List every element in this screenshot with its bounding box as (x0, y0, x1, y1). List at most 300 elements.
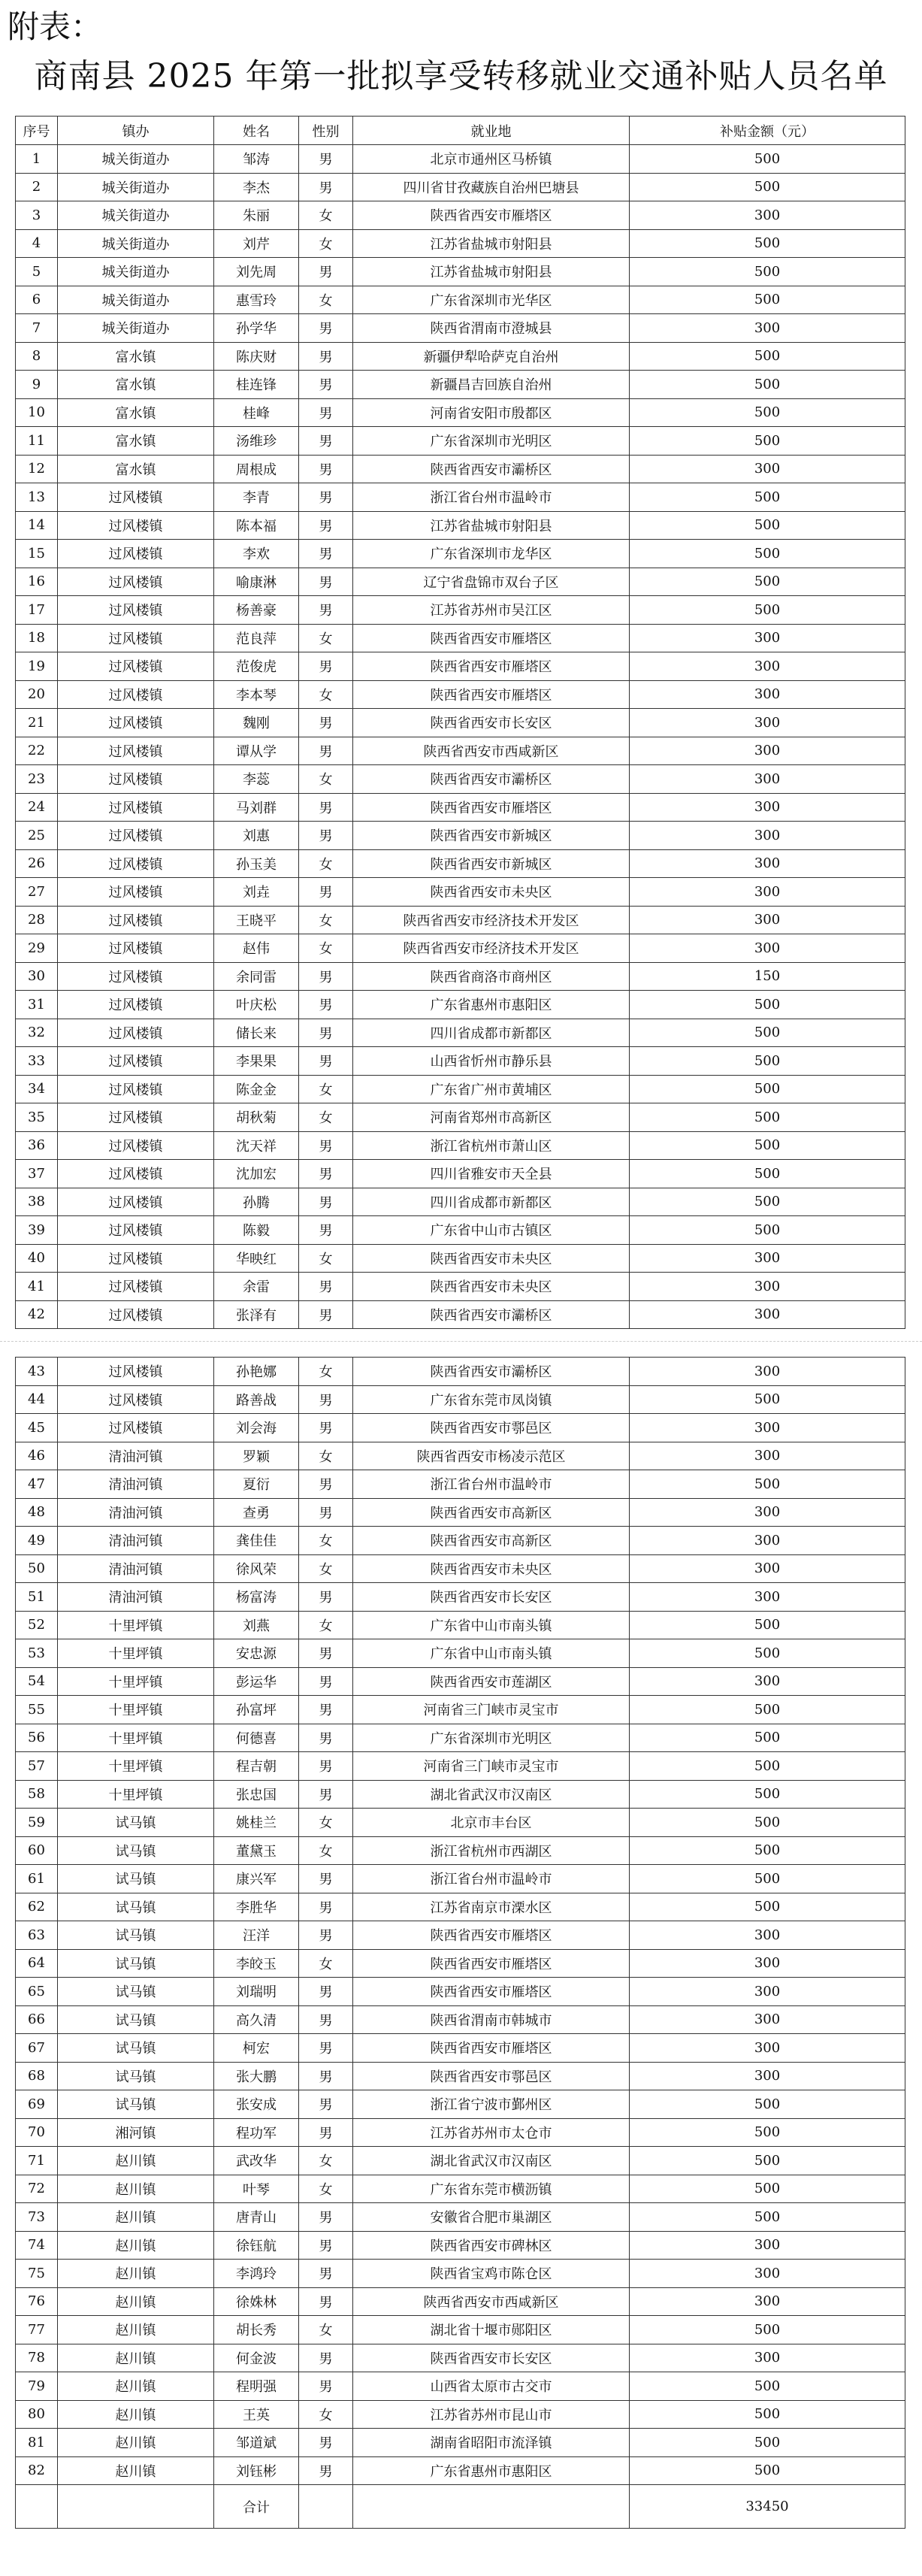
cell-amount: 300 (630, 1667, 905, 1696)
table-row (16, 793, 905, 822)
cell-workplace: 广东省中山市南头镇 (353, 1639, 630, 1668)
cell-town: 赵川镇 (58, 2429, 214, 2457)
cell-town: 赵川镇 (58, 2372, 214, 2401)
cell-gender: 男 (299, 2005, 353, 2034)
cell-town: 清油河镇 (58, 1442, 214, 1470)
cell-name: 沈天祥 (214, 1131, 299, 1160)
cell-town: 过风楼镇 (58, 906, 214, 934)
cell-gender: 男 (299, 596, 353, 625)
cell-town: 过风楼镇 (58, 1075, 214, 1103)
cell-gender: 女 (299, 1358, 353, 1386)
cell-name: 查勇 (214, 1498, 299, 1527)
cell-index: 2 (16, 173, 58, 201)
cell-index: 51 (16, 1583, 58, 1612)
cell-town: 城关街道办 (58, 258, 214, 286)
table-row (16, 483, 905, 512)
cell-town: 十里坪镇 (58, 1611, 214, 1639)
cell-index: 34 (16, 1075, 58, 1103)
cell-index: 36 (16, 1131, 58, 1160)
cell-amount: 500 (630, 2203, 905, 2232)
cell-town: 十里坪镇 (58, 1667, 214, 1696)
cell-workplace: 浙江省台州市温岭市 (353, 1865, 630, 1893)
cell-gender: 男 (299, 511, 353, 540)
table-row (16, 1554, 905, 1583)
cell-index: 44 (16, 1385, 58, 1414)
table-row (16, 2372, 905, 2401)
cell-workplace: 安徽省合肥市巢湖区 (353, 2203, 630, 2232)
cell-town: 试马镇 (58, 1949, 214, 1978)
table-row (16, 709, 905, 737)
cell-gender: 男 (299, 145, 353, 174)
cell-gender: 男 (299, 2231, 353, 2260)
cell-amount: 300 (630, 1921, 905, 1950)
cell-workplace: 江苏省苏州市吴江区 (353, 596, 630, 625)
cell-gender: 男 (299, 1921, 353, 1950)
cell-amount: 300 (630, 624, 905, 652)
cell-amount: 300 (630, 652, 905, 681)
cell-town: 过风楼镇 (58, 1414, 214, 1442)
table-row (16, 286, 905, 314)
cell-workplace: 湖北省十堰市郧阳区 (353, 2316, 630, 2344)
cell-name: 柯宏 (214, 2034, 299, 2063)
cell-index: 14 (16, 511, 58, 540)
cell-name: 王英 (214, 2400, 299, 2429)
cell-gender: 女 (299, 2175, 353, 2203)
cell-gender: 男 (299, 568, 353, 596)
cell-town: 过风楼镇 (58, 624, 214, 652)
page-separator (0, 1341, 922, 1342)
table-row (16, 1244, 905, 1273)
cell-workplace: 广东省深圳市光明区 (353, 427, 630, 456)
cell-amount: 300 (630, 878, 905, 907)
cell-name: 余雷 (214, 1273, 299, 1301)
cell-town: 试马镇 (58, 1921, 214, 1950)
table-row (16, 1921, 905, 1950)
cell-workplace: 河南省三门峡市灵宝市 (353, 1752, 630, 1781)
cell-name: 彭运华 (214, 1667, 299, 1696)
cell-name: 陈庆财 (214, 342, 299, 371)
cell-name: 刘燕 (214, 1611, 299, 1639)
cell-gender: 男 (299, 2090, 353, 2119)
table-row (16, 1047, 905, 1076)
cell-amount: 500 (630, 483, 905, 512)
cell-index: 6 (16, 286, 58, 314)
cell-workplace: 陕西省西安市灞桥区 (353, 765, 630, 794)
cell-workplace: 陕西省西安市雁塔区 (353, 1921, 630, 1950)
cell-workplace: 山西省太原市古交市 (353, 2372, 630, 2401)
cell-name: 桂连锋 (214, 371, 299, 399)
cell-town: 试马镇 (58, 2005, 214, 2034)
cell-gender: 男 (299, 1583, 353, 1612)
cell-gender: 男 (299, 483, 353, 512)
cell-name: 姚桂兰 (214, 1809, 299, 1837)
table-row (16, 371, 905, 399)
cell-town: 赵川镇 (58, 2203, 214, 2232)
cell-town: 过风楼镇 (58, 1103, 214, 1132)
cell-gender: 男 (299, 1696, 353, 1724)
cell-town: 试马镇 (58, 1836, 214, 1865)
cell-index: 17 (16, 596, 58, 625)
cell-town: 富水镇 (58, 398, 214, 427)
cell-gender: 男 (299, 1667, 353, 1696)
cell-workplace: 四川省成都市新都区 (353, 1019, 630, 1047)
total-row (16, 2485, 905, 2529)
cell-amount: 300 (630, 849, 905, 878)
cell-amount: 500 (630, 1836, 905, 1865)
table-row (16, 2203, 905, 2232)
cell-workplace: 河南省郑州市高新区 (353, 1103, 630, 1132)
cell-index: 73 (16, 2203, 58, 2232)
table-row (16, 1667, 905, 1696)
cell-gender: 女 (299, 286, 353, 314)
cell-gender: 男 (299, 1160, 353, 1188)
cell-workplace: 陕西省西安市灞桥区 (353, 1300, 630, 1329)
cell-gender: 女 (299, 1554, 353, 1583)
table-row (16, 1527, 905, 1555)
cell-index: 78 (16, 2344, 58, 2372)
cell-town: 清油河镇 (58, 1470, 214, 1499)
cell-town: 过风楼镇 (58, 934, 214, 963)
cell-workplace: 陕西省西安市雁塔区 (353, 652, 630, 681)
cell-amount: 300 (630, 765, 905, 794)
cell-amount: 500 (630, 1780, 905, 1809)
table-row (16, 1385, 905, 1414)
cell-gender: 男 (299, 2456, 353, 2485)
cell-town: 过风楼镇 (58, 596, 214, 625)
table-row (16, 398, 905, 427)
cell-index: 38 (16, 1188, 58, 1216)
table-row (16, 1414, 905, 1442)
cell-gender: 男 (299, 1639, 353, 1668)
cell-gender: 女 (299, 934, 353, 963)
cell-gender: 男 (299, 652, 353, 681)
cell-index: 4 (16, 229, 58, 258)
cell-town: 过风楼镇 (58, 1160, 214, 1188)
cell-name: 余同雷 (214, 962, 299, 991)
cell-workplace: 陕西省西安市高新区 (353, 1498, 630, 1527)
cell-workplace: 广东省深圳市光明区 (353, 1724, 630, 1752)
table-row (16, 906, 905, 934)
cell-amount: 500 (630, 1809, 905, 1837)
cell-gender: 男 (299, 1470, 353, 1499)
cell-amount: 500 (630, 398, 905, 427)
table-row (16, 737, 905, 765)
cell-name: 李欢 (214, 540, 299, 568)
attachment-label: 附表： (8, 8, 103, 45)
cell-gender: 女 (299, 906, 353, 934)
cell-name: 孙学华 (214, 314, 299, 343)
cell-workplace: 陕西省西安市新城区 (353, 822, 630, 850)
cell-workplace: 陕西省西安市西咸新区 (353, 2287, 630, 2316)
cell-index: 49 (16, 1527, 58, 1555)
cell-town: 过风楼镇 (58, 511, 214, 540)
cell-name: 高久清 (214, 2005, 299, 2034)
cell-name: 程吉朝 (214, 1752, 299, 1781)
cell-town: 城关街道办 (58, 145, 214, 174)
cell-name: 罗颖 (214, 1442, 299, 1470)
cell-index: 60 (16, 1836, 58, 1865)
cell-town: 赵川镇 (58, 2344, 214, 2372)
table-row (16, 1216, 905, 1245)
cell-workplace: 陕西省西安市灞桥区 (353, 1358, 630, 1386)
cell-index: 46 (16, 1442, 58, 1470)
cell-workplace: 广东省深圳市龙华区 (353, 540, 630, 568)
cell-name: 汪洋 (214, 1921, 299, 1950)
cell-gender: 男 (299, 1300, 353, 1329)
table-row (16, 596, 905, 625)
cell-name: 刘瑞明 (214, 1978, 299, 2006)
cell-gender: 男 (299, 173, 353, 201)
cell-name: 刘惠 (214, 822, 299, 850)
cell-amount: 500 (630, 229, 905, 258)
cell-amount: 500 (630, 1724, 905, 1752)
cell-name: 张大鹏 (214, 2062, 299, 2090)
cell-amount: 300 (630, 1414, 905, 1442)
table-row (16, 2260, 905, 2288)
cell-name: 李本琴 (214, 680, 299, 709)
cell-gender: 女 (299, 849, 353, 878)
cell-amount: 300 (630, 1527, 905, 1555)
cell-amount: 300 (630, 1273, 905, 1301)
cell-index: 33 (16, 1047, 58, 1076)
cell-name: 李果果 (214, 1047, 299, 1076)
cell-town: 富水镇 (58, 455, 214, 483)
header-gender: 性别 (299, 117, 353, 145)
cell-town: 十里坪镇 (58, 1724, 214, 1752)
cell-index: 69 (16, 2090, 58, 2119)
cell-gender: 男 (299, 314, 353, 343)
cell-workplace: 浙江省台州市温岭市 (353, 483, 630, 512)
cell-town: 过风楼镇 (58, 652, 214, 681)
table-row (16, 2400, 905, 2429)
cell-amount: 300 (630, 2062, 905, 2090)
cell-gender: 男 (299, 1724, 353, 1752)
cell-index: 61 (16, 1865, 58, 1893)
cell-index: 74 (16, 2231, 58, 2260)
cell-name: 张安成 (214, 2090, 299, 2119)
table-row (16, 1498, 905, 1527)
cell-town: 过风楼镇 (58, 568, 214, 596)
cell-amount: 300 (630, 1244, 905, 1273)
total-blank-cell (353, 2485, 630, 2529)
cell-name: 刘垚 (214, 878, 299, 907)
cell-workplace: 陕西省西安市雁塔区 (353, 1978, 630, 2006)
cell-amount: 500 (630, 2118, 905, 2147)
table-row (16, 145, 905, 174)
cell-gender: 女 (299, 1442, 353, 1470)
cell-name: 赵伟 (214, 934, 299, 963)
cell-town: 过风楼镇 (58, 680, 214, 709)
cell-amount: 300 (630, 1554, 905, 1583)
table-row (16, 2175, 905, 2203)
cell-gender: 女 (299, 2316, 353, 2344)
cell-name: 华映红 (214, 1244, 299, 1273)
cell-index: 42 (16, 1300, 58, 1329)
cell-workplace: 山西省忻州市静乐县 (353, 1047, 630, 1076)
cell-workplace: 广东省东莞市横沥镇 (353, 2175, 630, 2203)
cell-town: 清油河镇 (58, 1554, 214, 1583)
cell-amount: 500 (630, 991, 905, 1019)
cell-town: 清油河镇 (58, 1527, 214, 1555)
cell-amount: 500 (630, 1160, 905, 1188)
cell-name: 范俊虎 (214, 652, 299, 681)
table-row (16, 1978, 905, 2006)
cell-town: 富水镇 (58, 371, 214, 399)
cell-workplace: 陕西省西安市雁塔区 (353, 793, 630, 822)
cell-gender: 男 (299, 2062, 353, 2090)
cell-index: 67 (16, 2034, 58, 2063)
cell-town: 赵川镇 (58, 2147, 214, 2175)
table-row (16, 2034, 905, 2063)
cell-index: 16 (16, 568, 58, 596)
cell-workplace: 陕西省西安市碑林区 (353, 2231, 630, 2260)
cell-workplace: 陕西省西安市未央区 (353, 1554, 630, 1583)
cell-name: 杨富涛 (214, 1583, 299, 1612)
table-row (16, 1949, 905, 1978)
cell-amount: 150 (630, 962, 905, 991)
cell-gender: 男 (299, 709, 353, 737)
table-row (16, 1019, 905, 1047)
table-row (16, 765, 905, 794)
table-row (16, 2231, 905, 2260)
cell-workplace: 辽宁省盘锦市双台子区 (353, 568, 630, 596)
cell-town: 过风楼镇 (58, 991, 214, 1019)
table-row (16, 878, 905, 907)
cell-name: 叶琴 (214, 2175, 299, 2203)
cell-workplace: 广东省惠州市惠阳区 (353, 2456, 630, 2485)
cell-name: 李皎玉 (214, 1949, 299, 1978)
cell-name: 孙玉美 (214, 849, 299, 878)
cell-name: 范良萍 (214, 624, 299, 652)
table-row (16, 568, 905, 596)
cell-town: 十里坪镇 (58, 1780, 214, 1809)
cell-town: 试马镇 (58, 1865, 214, 1893)
cell-name: 刘钰彬 (214, 2456, 299, 2485)
cell-amount: 300 (630, 680, 905, 709)
cell-town: 试马镇 (58, 2090, 214, 2119)
cell-workplace: 湖北省武汉市汉南区 (353, 2147, 630, 2175)
table-row (16, 229, 905, 258)
table-row (16, 849, 905, 878)
cell-name: 李胜华 (214, 1893, 299, 1921)
table-row (16, 2316, 905, 2344)
cell-town: 过风楼镇 (58, 962, 214, 991)
table-row (16, 1075, 905, 1103)
cell-name: 董黛玉 (214, 1836, 299, 1865)
cell-amount: 500 (630, 1103, 905, 1132)
table-row (16, 314, 905, 343)
cell-workplace: 广东省广州市黄埔区 (353, 1075, 630, 1103)
cell-workplace: 陕西省西安市雁塔区 (353, 624, 630, 652)
cell-amount: 500 (630, 2316, 905, 2344)
table-row (16, 1724, 905, 1752)
table-row (16, 258, 905, 286)
cell-index: 20 (16, 680, 58, 709)
cell-gender: 女 (299, 1836, 353, 1865)
cell-amount: 300 (630, 1583, 905, 1612)
cell-amount: 500 (630, 342, 905, 371)
cell-index: 39 (16, 1216, 58, 1245)
total-blank-cell (299, 2485, 353, 2529)
cell-amount: 500 (630, 1385, 905, 1414)
cell-amount: 500 (630, 1611, 905, 1639)
cell-index: 15 (16, 540, 58, 568)
cell-amount: 300 (630, 314, 905, 343)
table-row (16, 1103, 905, 1132)
cell-workplace: 陕西省渭南市韩城市 (353, 2005, 630, 2034)
table-row (16, 1611, 905, 1639)
table-row (16, 1809, 905, 1837)
cell-index: 77 (16, 2316, 58, 2344)
cell-workplace: 陕西省商洛市商州区 (353, 962, 630, 991)
cell-name: 武改华 (214, 2147, 299, 2175)
cell-name: 李青 (214, 483, 299, 512)
cell-index: 10 (16, 398, 58, 427)
cell-name: 徐风荣 (214, 1554, 299, 1583)
cell-gender: 男 (299, 1893, 353, 1921)
cell-name: 谭从学 (214, 737, 299, 765)
cell-amount: 500 (630, 1047, 905, 1076)
cell-town: 过风楼镇 (58, 849, 214, 878)
cell-workplace: 陕西省西安市鄠邑区 (353, 1414, 630, 1442)
cell-name: 陈毅 (214, 1216, 299, 1245)
cell-amount: 300 (630, 822, 905, 850)
cell-gender: 女 (299, 2147, 353, 2175)
cell-amount: 500 (630, 1696, 905, 1724)
cell-amount: 500 (630, 1470, 905, 1499)
table-row (16, 1442, 905, 1470)
table-row (16, 962, 905, 991)
table-row (16, 2005, 905, 2034)
cell-workplace: 河南省三门峡市灵宝市 (353, 1696, 630, 1724)
cell-gender: 男 (299, 1498, 353, 1527)
cell-amount: 300 (630, 1358, 905, 1386)
cell-workplace: 陕西省西安市雁塔区 (353, 680, 630, 709)
total-blank-cell (16, 2485, 58, 2529)
cell-workplace: 陕西省西安市长安区 (353, 709, 630, 737)
cell-name: 康兴军 (214, 1865, 299, 1893)
cell-town: 富水镇 (58, 427, 214, 456)
cell-town: 清油河镇 (58, 1498, 214, 1527)
cell-town: 试马镇 (58, 1893, 214, 1921)
cell-workplace: 湖南省昭阳市流泽镇 (353, 2429, 630, 2457)
cell-index: 57 (16, 1752, 58, 1781)
cell-workplace: 广东省东莞市凤岗镇 (353, 1385, 630, 1414)
cell-gender: 男 (299, 1780, 353, 1809)
cell-index: 81 (16, 2429, 58, 2457)
cell-gender: 男 (299, 1385, 353, 1414)
cell-name: 唐青山 (214, 2203, 299, 2232)
cell-name: 龚佳佳 (214, 1527, 299, 1555)
cell-town: 过风楼镇 (58, 1273, 214, 1301)
cell-amount: 300 (630, 1949, 905, 1978)
header-name: 姓名 (214, 117, 299, 145)
cell-gender: 男 (299, 1047, 353, 1076)
cell-town: 赵川镇 (58, 2456, 214, 2485)
table-row (16, 1836, 905, 1865)
cell-workplace: 浙江省杭州市西湖区 (353, 1836, 630, 1865)
cell-index: 11 (16, 427, 58, 456)
table-row (16, 991, 905, 1019)
cell-index: 8 (16, 342, 58, 371)
cell-gender: 男 (299, 1131, 353, 1160)
cell-index: 5 (16, 258, 58, 286)
cell-town: 城关街道办 (58, 229, 214, 258)
cell-town: 过风楼镇 (58, 1188, 214, 1216)
cell-workplace: 北京市通州区马桥镇 (353, 145, 630, 174)
cell-town: 城关街道办 (58, 173, 214, 201)
cell-index: 21 (16, 709, 58, 737)
